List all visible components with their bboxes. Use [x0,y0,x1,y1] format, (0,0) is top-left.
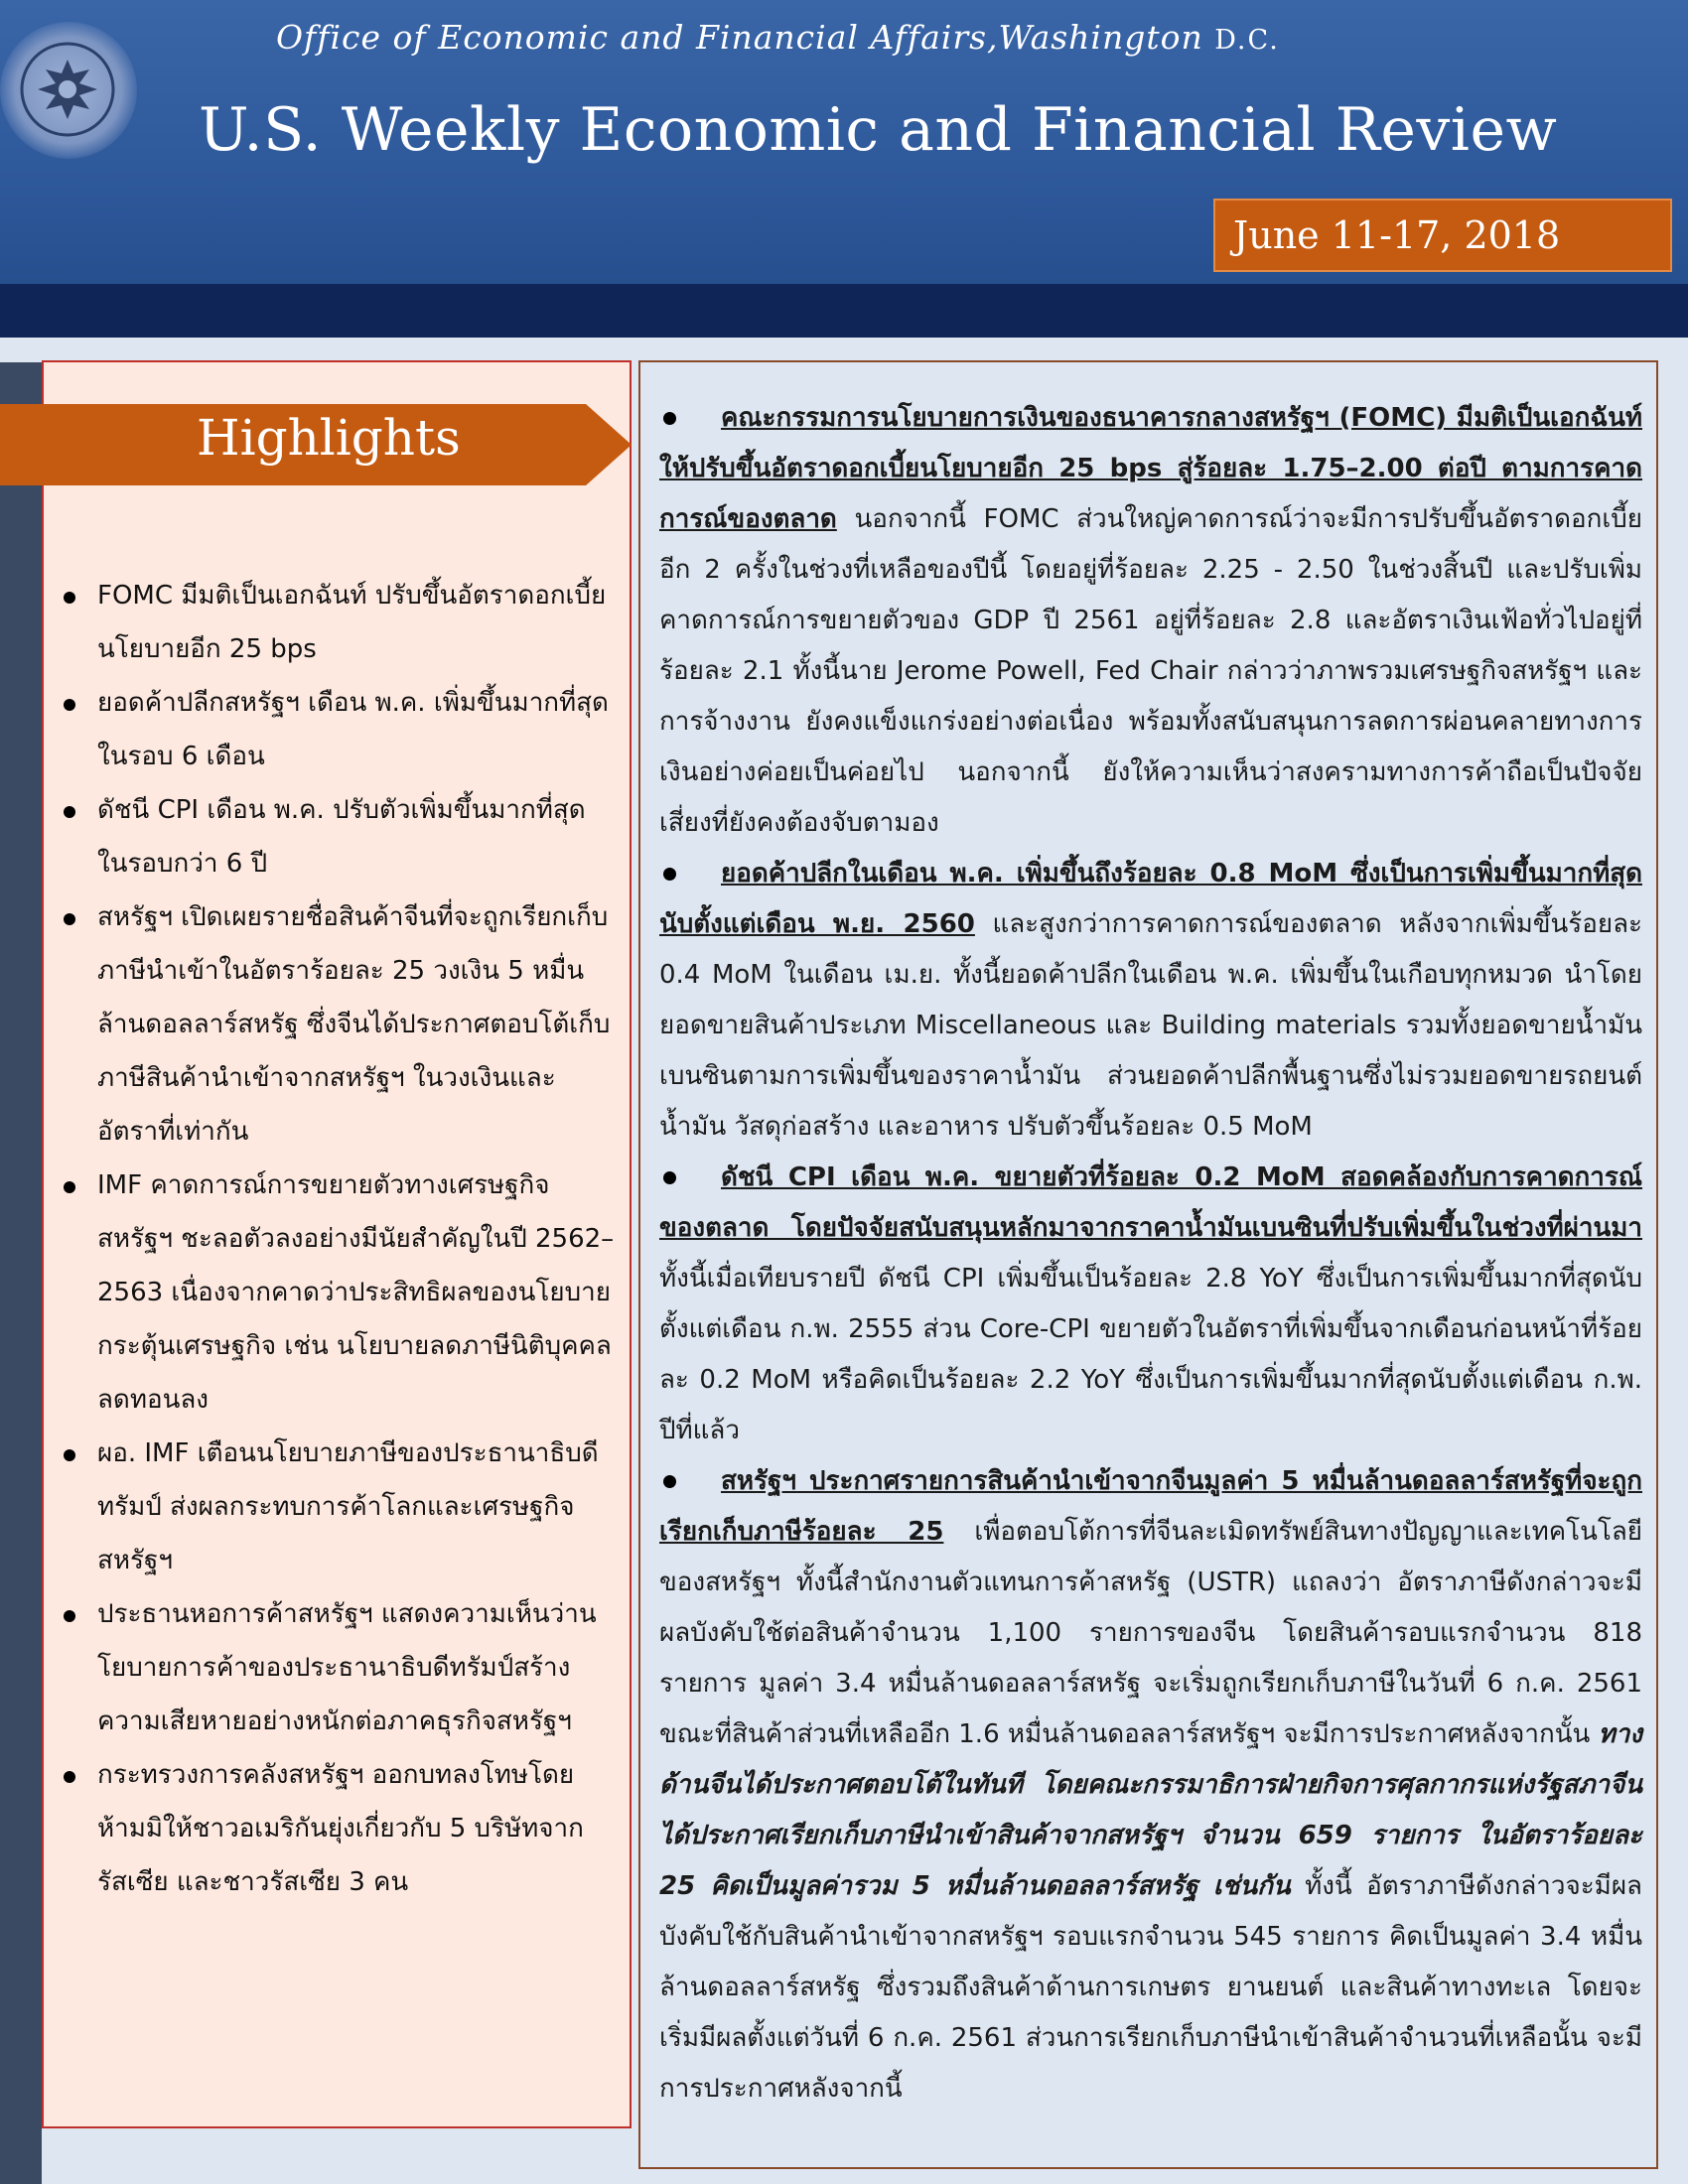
bullet-icon [64,806,75,818]
article-body: นอกจากนี้ FOMC ส่วนใหญ่คาดการณ์ว่าจะมีการปรับขึ้นอัตราดอกเบี้ยอีก 2 ครั้งในช่วงที่เหลือของปีนี้ โดยอยู่ที่ร้อยละ 2.25 - 2.50 ในช่วงสิ้นปี และปรับเพิ่มคาดการณ์การขยายตัวของ GDP ปี 2561 อยู่ที่ร้อยละ 2.8 และอัตราเงินเฟ้อทั่วไปอยู่ที่ร้อยละ 2.1 ทั้งนี้นาย Jerome Powell, Fed Chair กล่าวว่าภาพรวมเศรษฐกิจสหรัฐฯ และการจ้างงาน ยังคงแข็งแกร่งอย่างต่อเนื่อง พร้อมทั้งสนับสนุนการลดการผ่อนคลายทางการเงินอย่างค่อยเป็นค่อยไป นอกจากนี้ ยังให้ความเห็นว่าสงครามทางการค้าถือเป็นปัจจัยเสี่ยงที่ยังคงต้องจับตามอง [659,504,1642,838]
highlight-item [60,890,616,1159]
bullet-icon [64,1181,75,1193]
highlights-list [60,569,616,1909]
highlight-item [60,1748,616,1909]
bullet-icon [64,1771,75,1783]
highlight-text: กระทรวงการคลังสหรัฐฯ ออกบทลงโทษโดยห้ามมิให้ชาวอเมริกันยุ่งเกี่ยวกับ 5 บริษัทจากรัสเซีย และชาวรัสเซีย 3 คน [97,1760,584,1897]
bullet-icon [663,1475,676,1488]
bullet-icon [663,1171,676,1184]
office-dc: D.C. [1214,25,1280,56]
highlight-text: ยอดค้าปลีกสหรัฐฯ เดือน พ.ค. เพิ่มขึ้นมากที่สุดในรอบ 6 เดือน [97,688,609,771]
bullet-icon [64,1449,75,1461]
seal-logo [0,22,137,159]
highlight-text: ประธานหอการค้าสหรัฐฯ แสดงความเห็นว่านโยบายการค้าของประธานาธิบดีทรัมป์สร้างความเสียหายอย่างหนักต่อภาคธุรกิจสหรัฐฯ [97,1599,597,1736]
highlight-item [60,1159,616,1427]
highlight-text: IMF คาดการณ์การขยายตัวทางเศรษฐกิจสหรัฐฯ ชะลอตัวลงอย่างมีนัยสำคัญในปี 2562–2563 เนื่องจากคาดว่าประสิทธิผลของนโยบายกระตุ้นเศรษฐกิจ เช่น นโยบายลดภาษีนิติบุคคล ลดทอนลง [97,1170,615,1415]
bullet-icon [64,592,75,604]
bullet-icon [64,699,75,711]
highlight-item [60,1587,616,1748]
highlight-text: ผอ. IMF เตือนนโยบายภาษีของประธานาธิบดีทรัมป์ ส่งผลกระทบการค้าโลกและเศรษฐกิจสหรัฐฯ [97,1438,599,1575]
highlight-text: FOMC มีมติเป็นเอกฉันท์ ปรับขึ้นอัตราดอกเบี้ยนโยบายอีก 25 bps [97,581,607,664]
article-china-tariffs [659,1456,1642,2115]
article-lead: สหรัฐฯ ประกาศรายการสินค้านำเข้าจากจีนมูลค่า 5 หมื่นล้านดอลลาร์สหรัฐที่จะถูกเรียกเก็บภาษีร้อยละ 25 [659,1466,1642,1547]
highlight-text: สหรัฐฯ เปิดเผยรายชื่อสินค้าจีนที่จะถูกเรียกเก็บภาษีนำเข้าในอัตราร้อยละ 25 วงเงิน 5 หมื่นล้านดอลลาร์สหรัฐ ซึ่งจีนได้ประกาศตอบโต้เก็บภาษีสินค้านำเข้าจากสหรัฐฯ ในวงเงินและอัตราที่เท่ากัน [97,902,611,1147]
left-rail-bar [0,362,42,2184]
bullet-icon [64,913,75,925]
highlights-title: Highlights [197,409,461,467]
bullet-icon [64,1610,75,1622]
articles-list [659,393,1642,2115]
highlight-item [60,569,616,676]
office-text: Office of Economic and Financial Affairs,Washington [276,18,1203,57]
article-emphasis: ทางด้านจีนได้ประกาศตอบโต้ในทันที โดยคณะกรรมาธิการฝ่ายกิจการศุลกากรแห่งรัฐสภาจีน ได้ประกาศเรียกเก็บภาษีนำเข้าสินค้าจากสหรัฐฯ จำนวน 659 รายการ ในอัตราร้อยละ 25 คิดเป็นมูลค่ารวม 5 หมื่นล้านดอลลาร์สหรัฐ เช่นกัน [659,1719,1642,1901]
article-lead: คณะกรรมการนโยบายการเงินของธนาคารกลางสหรัฐฯ (FOMC) มีมติเป็นเอกฉันท์ให้ปรับขึ้นอัตราดอกเบี้ยนโยบายอีก 25 bps สู่ร้อยละ 1.75–2.00 ต่อปี ตามการคาดการณ์ของตลาด [659,403,1642,534]
article-lead: ดัชนี CPI เดือน พ.ค. ขยายตัวที่ร้อยละ 0.2 MoM สอดคล้องกับการคาดการณ์ของตลาด โดยปัจจัยสนับสนุนหลักมาจากราคาน้ำมันเบนซินที่ปรับเพิ่มขึ้นในช่วงที่ผ่านมา [659,1162,1642,1243]
article-fomc [659,393,1642,849]
article-cpi [659,1153,1642,1456]
highlight-item [60,1427,616,1587]
bullet-icon [663,868,676,881]
article-body: เพื่อตอบโต้การที่จีนละเมิดทรัพย์สินทางปัญญาและเทคโนโลยีของสหรัฐฯ ทั้งนี้สำนักงานตัวแทนการค้าสหรัฐ (USTR) แถลงว่า อัตราภาษีดังกล่าวจะมีผลบังคับใช้ต่อสินค้าจำนวน 1,100 รายการของจีน โดยสินค้ารอบแรกจำนวน 818 รายการ มูลค่า 3.4 หมื่นล้านดอลลาร์สหรัฐ จะเริ่มถูกเรียกเก็บภาษีในวันที่ 6 ก.ค. 2561 ขณะที่สินค้าส่วนที่เหลืออีก 1.6 หมื่นล้านดอลลาร์สหรัฐฯ จะมีการประกาศหลังจากนั้น [659,1517,1642,1749]
header-band [0,284,1688,338]
article-body: และสูงกว่าการคาดการณ์ของตลาด หลังจากเพิ่มขึ้นร้อยละ 0.4 MoM ในเดือน เม.ย. ทั้งนี้ยอดค้าปลีกในเดือน พ.ค. เพิ่มขึ้นในเกือบทุกหมวด นำโดยยอดขายสินค้าประเภท Miscellaneous และ Building materials รวมทั้งยอดขายน้ำมันเบนซินตามการเพิ่มขึ้นของราคาน้ำมัน ส่วนยอดค้าปลีกพื้นฐานซึ่งไม่รวมยอดขายรถยนต์ น้ำมัน วัสดุก่อสร้าง และอาหาร ปรับตัวขึ้นร้อยละ 0.5 MoM [659,909,1642,1142]
office-name [276,18,1368,57]
article-body: ทั้งนี้เมื่อเทียบรายปี ดัชนี CPI เพิ่มขึ้นเป็นร้อยละ 2.8 YoY ซึ่งเป็นการเพิ่มขึ้นมากที่สุดนับตั้งแต่เดือน ก.พ. 2555 ส่วน Core-CPI ขยายตัวในอัตราที่เพิ่มขึ้นจากเดือนก่อนหน้าที่ร้อยละ 0.2 MoM หรือคิดเป็นร้อยละ 2.2 YoY ซึ่งเป็นการเพิ่มขึ้นมากที่สุดนับตั้งแต่เดือน ก.พ. ปีที่แล้ว [659,1264,1642,1445]
highlight-text: ดัชนี CPI เดือน พ.ค. ปรับตัวเพิ่มขึ้นมากที่สุดในรอบกว่า 6 ปี [97,795,586,879]
bullet-icon [663,412,676,425]
highlight-item [60,783,616,890]
article-tail: ทั้งนี้ อัตราภาษีดังกล่าวจะมีผลบังคับใช้กับสินค้านำเข้าจากสหรัฐฯ รอบแรกจำนวน 545 รายการ คิดเป็นมูลค่า 3.4 หมื่นล้านดอลลาร์สหรัฐ ซึ่งรวมถึงสินค้าด้านการเกษตร ยานยนต์ และสินค้าทางทะเล โดยจะเริ่มมีผลตั้งแต่วันที่ 6 ก.ค. 2561 ส่วนการเรียกเก็บภาษีนำเข้าสินค้าจำนวนที่เหลือนั้น จะมีการประกาศหลังจากนี้ [659,1871,1642,2104]
report-title: U.S. Weekly Economic and Financial Review [199,95,1558,165]
article-retail-sales [659,849,1642,1153]
highlight-item [60,676,616,783]
eagle-emblem-icon [18,40,117,139]
report-date: June 11-17, 2018 [1213,199,1672,272]
article-lead: ยอดค้าปลีกในเดือน พ.ค. เพิ่มขึ้นถึงร้อยละ 0.8 MoM ซึ่งเป็นการเพิ่มขึ้นมากที่สุดนับตั้งแต่เดือน พ.ย. 2560 [659,859,1642,939]
